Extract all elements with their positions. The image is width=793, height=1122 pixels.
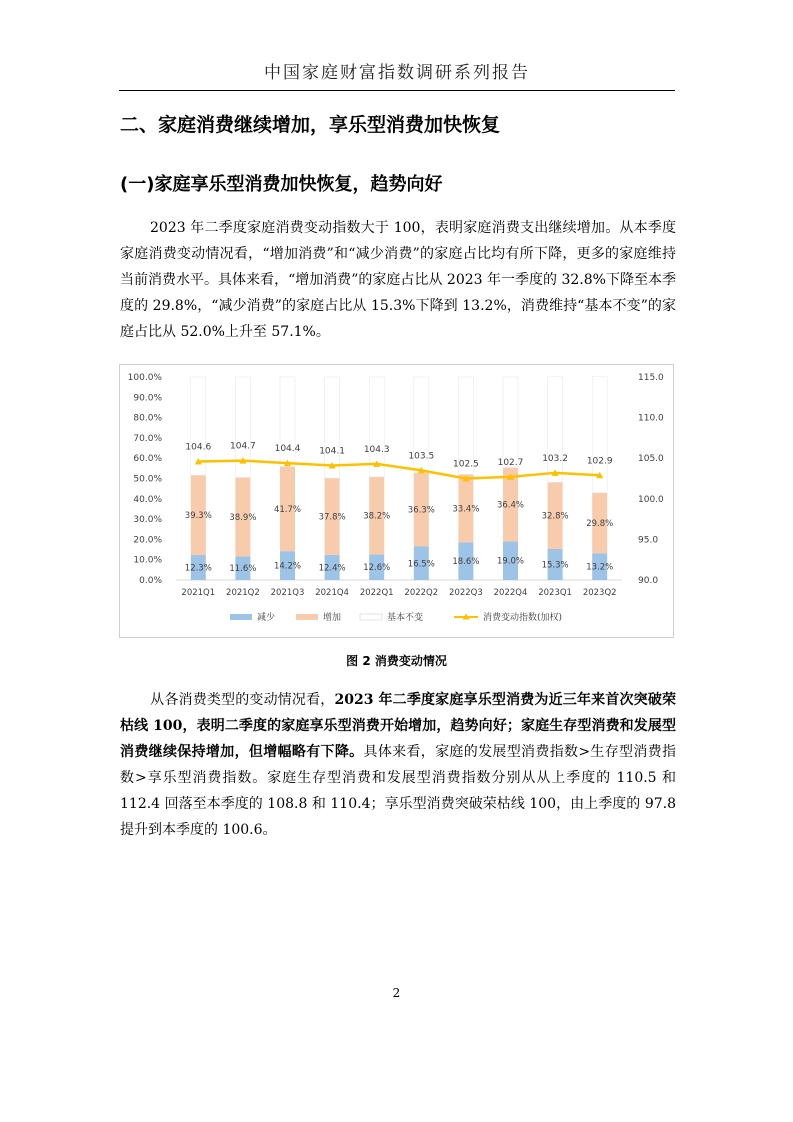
paragraph-1-text: 2023 年二季度家庭消费变动指数大于 100，表明家庭消费支出继续增加。从本季度家庭消费变动情况看，“增加消费”和“减少消费”的家庭占比均有所下降，更多的家庭维持当前消费水平。具体来看，“增加消费”的家庭占比从 2023 年一季度的 32.8%下降至本季度的 29.8%，“减少消费”的家庭占比从 15.3%下降到 13.2%，消费维持“基本不变”的家庭占比从 52.0%上升至 57.1%。 [120,220,676,340]
data-label-index: 102.7 [497,457,524,468]
y-left-tick-label: 100.0% [127,373,162,383]
data-label-index: 102.9 [586,456,613,467]
data-label-index: 104.6 [185,442,212,453]
data-label-index: 102.5 [453,459,479,470]
data-label-index: 103.2 [542,453,568,464]
paragraph-2-rest: 具体来看，家庭的发展型消费指数>生存型消费指数>享乐型消费指数。家庭生存型消费和发展型消费指数分别从从上季度的 110.5 和 112.4 回落至本季度的 108.8 和 110.4；享乐型消费突破荣枯线 100，由上季度的 97.8 提升到本季度的 100.6。 [120,744,677,838]
header-rule [119,90,675,91]
x-tick-label: 2021Q1 [181,588,216,598]
data-label-decrease: 15.3% [541,560,569,571]
data-label-decrease: 16.5% [407,559,435,570]
legend-label: 消费变动指数(加权) [483,613,563,623]
legend-swatch [230,614,252,620]
x-tick-label: 2022Q4 [493,588,528,598]
chart-caption: 图 2 消费变动情况 [346,654,447,668]
data-label-increase: 38.2% [363,511,391,522]
y-right-tick-label: 90.0 [638,576,659,586]
x-tick-label: 2022Q2 [404,588,439,598]
legend-label: 减少 [257,613,276,623]
legend-swatch [360,614,382,620]
y-right-tick-label: 115.0 [638,373,664,383]
data-label-index: 104.3 [363,444,390,455]
data-label-decrease: 12.3% [184,563,212,574]
data-label-increase: 36.4% [496,500,525,511]
data-label-increase: 36.3% [407,505,435,516]
x-tick-label: 2023Q1 [538,588,572,598]
data-label-index: 104.7 [230,441,256,452]
y-left-tick-label: 10.0% [133,555,162,566]
section-heading: 二、家庭消费继续增加，享乐型消费加快恢复 [120,114,501,136]
x-tick-label: 2021Q2 [226,588,260,598]
index-line [198,461,599,479]
data-label-decrease: 19.0% [496,556,525,567]
data-label-decrease: 12.4% [318,563,346,574]
legend-label: 增加 [323,613,342,623]
data-label-decrease: 18.6% [452,557,480,568]
y-left-tick-label: 70.0% [133,433,162,444]
x-tick-label: 2023Q2 [582,588,617,598]
page-number: 2 [392,986,401,1000]
data-label-decrease: 12.6% [363,563,391,574]
y-left-tick-label: 30.0% [133,515,162,526]
y-left-tick-label: 90.0% [133,393,162,404]
paragraph-2-lead: 从各消费类型的变动情况看， [150,692,335,708]
data-label-increase: 33.4% [452,504,480,515]
data-label-decrease: 14.2% [273,561,302,572]
data-label-increase: 38.9% [229,512,257,523]
legend-label: 基本不变 [387,613,424,623]
x-tick-label: 2021Q4 [315,588,349,598]
bar-unchanged [548,377,563,483]
consumption-change-chart [119,364,674,638]
subsection-heading: (一)家庭享乐型消费加快恢复，趋势向好 [120,174,443,195]
data-label-decrease: 11.6% [229,564,257,575]
data-label-increase: 37.8% [318,512,346,523]
data-label-increase: 32.8% [541,511,569,522]
x-tick-label: 2022Q3 [449,588,483,598]
x-tick-label: 2021Q3 [270,588,305,598]
y-right-tick-label: 110.0 [638,413,664,424]
data-label-index: 104.4 [274,444,301,455]
y-left-tick-label: 20.0% [133,535,162,546]
y-left-tick-label: 0.0% [139,576,162,586]
x-tick-label: 2022Q1 [359,588,394,598]
data-label-index: 103.5 [408,451,435,462]
data-label-increase: 41.7% [273,504,302,515]
y-left-tick-label: 60.0% [133,454,162,465]
paragraph-2-bold: 2023 年二季度家庭享乐型消费为近三年来首次突破荣枯线 100，表明二季度的家庭享乐型消费开始增加，趋势向好；家庭生存型消费和发展型消费继续保持增加，但增幅略有下降。 [120,692,677,760]
chart-svg [120,365,673,637]
legend-swatch [296,614,318,620]
paragraph-1 [120,215,676,345]
bar-unchanged [503,377,518,468]
running-header: 中国家庭财富指数调研系列报告 [264,63,530,83]
y-left-tick-label: 50.0% [133,474,162,485]
y-right-tick-label: 95.0 [638,535,659,546]
data-label-increase: 39.3% [184,511,212,522]
y-left-tick-label: 40.0% [133,494,162,505]
paragraph-2 [120,687,676,843]
data-label-increase: 29.8% [586,518,614,529]
data-label-index: 104.1 [319,446,345,457]
y-right-tick-label: 100.0 [638,494,664,505]
y-right-tick-label: 105.0 [638,454,664,465]
data-label-decrease: 13.2% [586,562,614,573]
y-left-tick-label: 80.0% [133,413,162,424]
